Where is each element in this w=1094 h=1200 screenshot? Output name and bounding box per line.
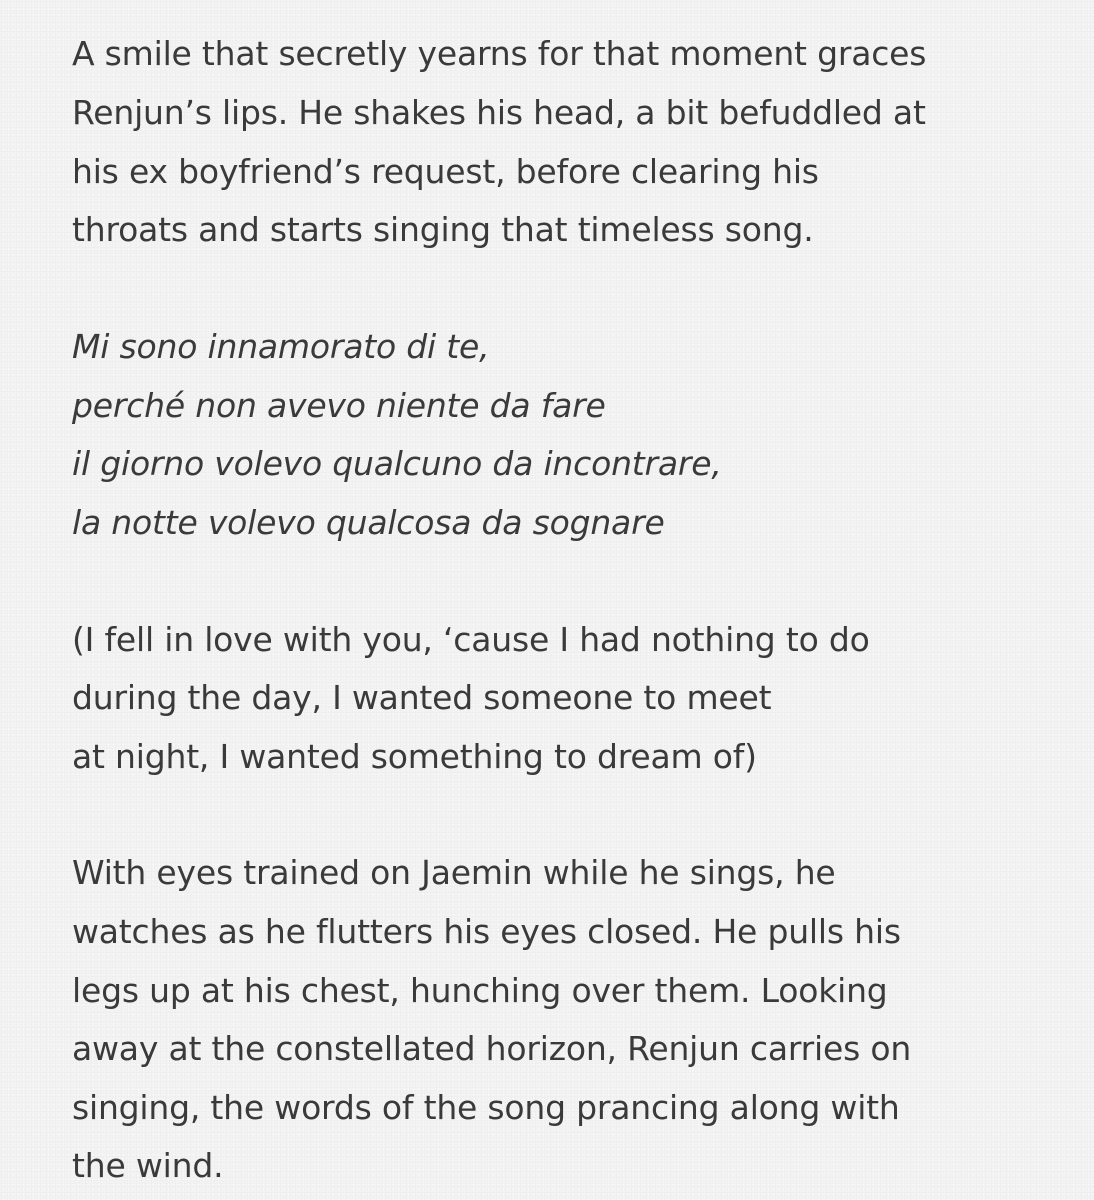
translation-line-3: at night, I wanted something to dream of) — [72, 737, 757, 776]
paragraph-1-line-3: his ex boyfriend’s request, before clearing his — [72, 152, 819, 191]
lyrics-line-3: il giorno volevo qualcuno da incontrare, — [72, 444, 722, 483]
paragraph-4-line-2: watches as he flutters his eyes closed. He pulls his — [72, 912, 901, 951]
lyrics-line-2: perché non avevo niente da fare — [72, 386, 606, 425]
translation-line-1: (I fell in love with you, ‘cause I had nothing to do — [72, 620, 870, 659]
paragraph-1-line-4: throats and starts singing that timeless song. — [72, 210, 814, 249]
paragraph-4-line-3: legs up at his chest, hunching over them. Looking — [72, 971, 888, 1010]
lyrics-line-1: Mi sono innamorato di te, — [72, 327, 490, 366]
lyrics-line-4: la notte volevo qualcosa da sognare — [72, 503, 665, 542]
paragraph-4-line-1: With eyes trained on Jaemin while he sings, he — [72, 853, 836, 892]
translation-line-2: during the day, I wanted someone to meet — [72, 678, 772, 717]
paragraph-4-line-4: away at the constellated horizon, Renjun carries on — [72, 1029, 912, 1068]
paragraph-1-line-2: Renjun’s lips. He shakes his head, a bit befuddled at — [72, 93, 926, 132]
paragraph-4-line-5: singing, the words of the song prancing along with — [72, 1088, 900, 1127]
paragraph-4-line-6: the wind. — [72, 1146, 224, 1185]
paragraph-1-line-1: A smile that secretly yearns for that moment graces — [72, 34, 927, 73]
